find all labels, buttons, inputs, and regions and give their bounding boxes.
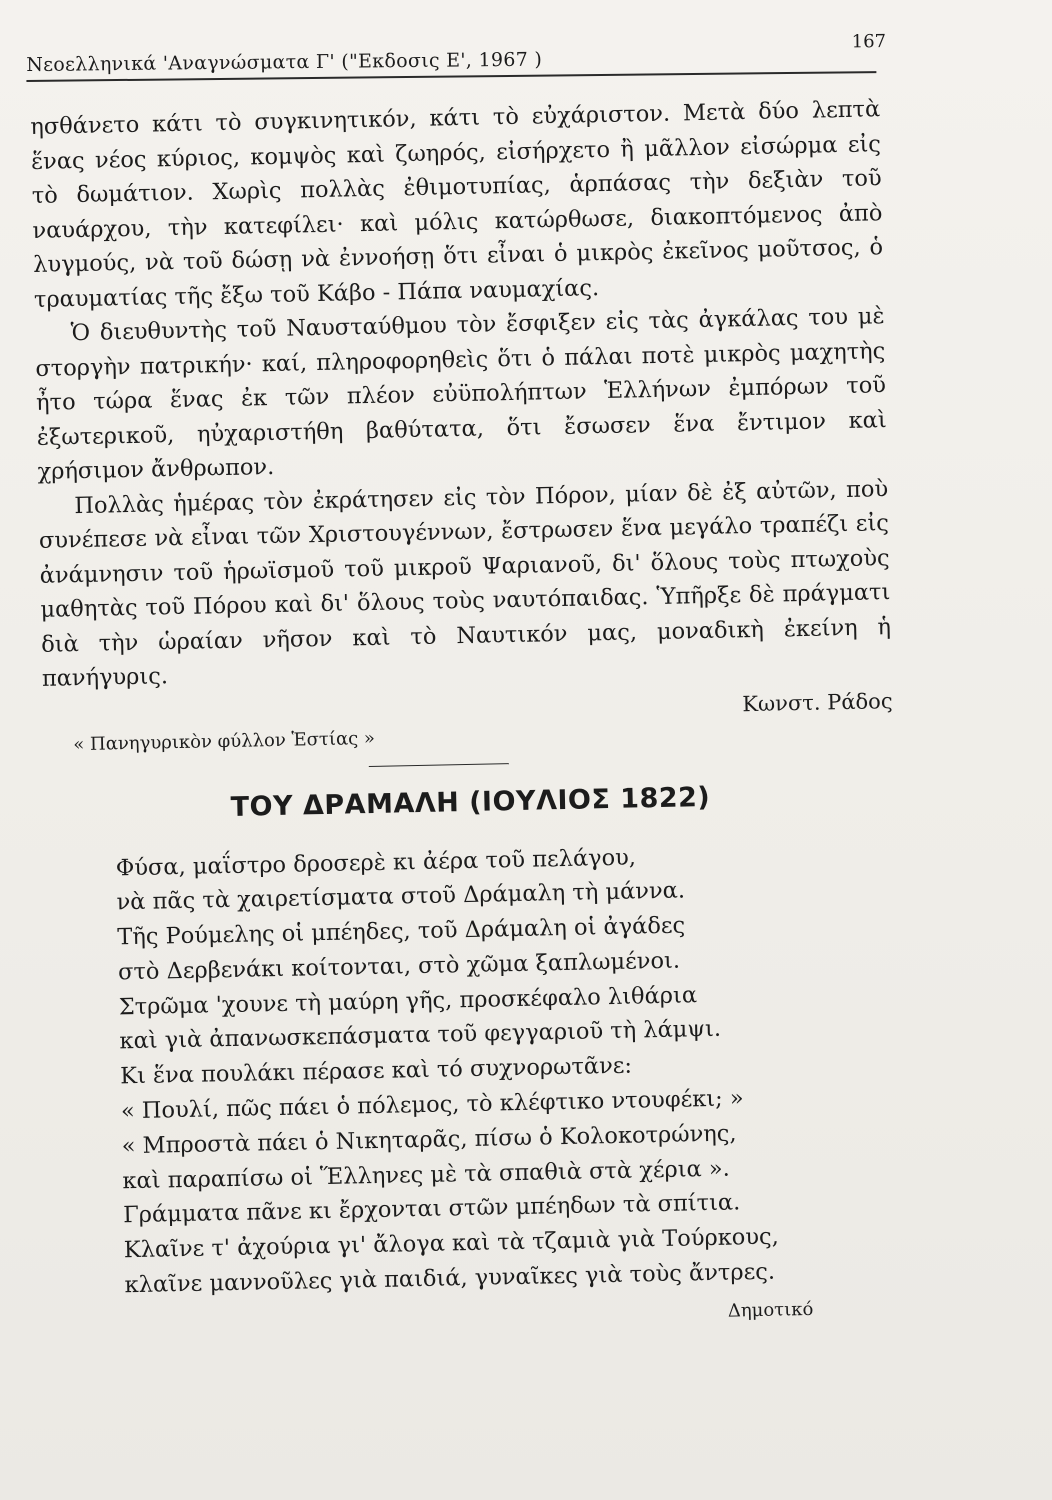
page-number: 167 [851, 30, 887, 53]
poem-line: Κι ἕνα πουλάκι πέρασε καὶ τό συχνορωτᾶνε: [119, 1052, 633, 1090]
page-header [26, 31, 886, 80]
poem-line: Τῆς Ρούμελης οἱ μπέηδες, τοῦ Δράμαλη οἱ ἀγάδες [117, 912, 686, 951]
prose-section [30, 92, 892, 696]
poem-line: « Πουλί, πῶς πάει ὁ πόλεμος, τὸ κλέφτικο ντουφέκι; » [120, 1085, 744, 1125]
poem-source: Δημοτικό [727, 1298, 814, 1322]
poem-line: νὰ πᾶς τὰ χαιρετίσματα στοῦ Δράμαλη τὴ μάννα. [116, 877, 686, 916]
section-divider [369, 763, 509, 767]
poem-line: Στρῶμα 'χουνε τὴ μαύρη γῆς, προσκέφαλο λιθάρια [118, 981, 698, 1021]
prose-paragraph: ησθάνετο κάτι τὸ συγκινητικόν, κάτι τὸ εὐχάριστον. Μετὰ δύο λεπτὰ ἕνας νέος κύριος, κομψὸς καὶ ζωηρός, εἰσήρχετο ἢ μᾶλλον εἰσώρμα εἰς τὸ δωμάτιον. Χωρὶς πολλὰς ἐθιμοτυπίας, ἁρπάσας τὴν δεξιὰν τοῦ ναυάρχου, τὴν κατεφίλει· καὶ μόλις κατώρθωσε, διακοπτόμενος ἀπὸ λυγμούς, νὰ τοῦ δώσῃ νὰ ἐννοήσῃ ὅτι εἶναι ὁ μικρὸς ἐκεῖνος μοῦτσος, ὁ τραυματίας τῆς ἔξω τοῦ Κάβο - Πάπα ναυμαχίας. [30, 96, 884, 313]
poem-line: καὶ γιὰ ἀπανωσκεπάσματα τοῦ φεγγαριοῦ τὴ λάμψι. [119, 1016, 722, 1055]
poem-line: « Μπροστὰ πάει ὁ Νικηταρᾶς, πίσω ὁ Κολοκοτρώνης, [121, 1120, 737, 1160]
prose-source: « Πανηγυρικὸν φύλλον Ἑστίας » [73, 727, 376, 755]
poem-line: Γράμματα πᾶνε κι ἔρχονται στῶν μπέηδων τὰ σπίτια. [122, 1189, 741, 1229]
poem-line: κλαῖνε μαννοῦλες γιὰ παιδιά, γυναῖκες γιὰ τοὺς ἄντρες. [124, 1258, 776, 1299]
poem-title: ΤΟΥ ΔΡΑΜΑΛΗ (ΙΟΥΛΙΟΣ 1822) [230, 781, 711, 823]
page-body [30, 92, 905, 1335]
prose-paragraph: Πολλὰς ἡμέρας τὸν ἐκράτησεν εἰς τὸν Πόρον, μίαν δὲ ἐξ αὐτῶν, ποὺ συνέπεσε νὰ εἶναι τῶν Χριστουγέννων, ἔστρωσεν ἕνα μεγάλο τραπέζι εἰς ἀνάμνησιν τοῦ ἡρωϊσμοῦ τοῦ μικροῦ Ψαριανοῦ, δι' ὅλους τοὺς πτωχοὺς μαθητὰς τοῦ Πόρου καὶ δι' ὅλους τοὺς ναυτόπαιδας. Ὑπῆρξε δὲ πράγματι διὰ τὴν ὡραίαν νῆσον καὶ τὸ Ναυτικόν μας, μοναδικὴ ἐκείνη ἡ πανήγυρις. [38, 475, 892, 692]
prose-paragraph: Ὁ διευθυντὴς τοῦ Ναυσταύθμου τὸν ἔσφιξεν εἰς τὰς ἀγκάλας του μὲ στοργὴν πατρικήν· καί, πληροφορηθεὶς ὅτι ὁ πάλαι ποτὲ μικρὸς μαχητὴς ἦτο τώρα ἕνας ἐκ τῶν πλέον εὐϋπολήπτων Ἑλλήνων ἐμπόρων τοῦ ἐξωτερικοῦ, ηὐχαριστήθη βαθύτατα, ὅτι ἔσωσεν ἕνα ἔντιμον καὶ χρήσιμον ἄνθρωπον. [35, 303, 887, 485]
poem-line: Κλαῖνε τ' ἀχούρια γι' ἄλογα καὶ τὰ τζαμιὰ γιὰ Τούρκους, [123, 1223, 780, 1264]
poem-line: καὶ παραπίσω οἱ Ἕλληνες μὲ τὰ σπαθιὰ στὰ χέρια ». [122, 1155, 731, 1194]
prose-attribution [42, 687, 893, 761]
poem-line: στὸ Δερβενάκι κοίτονται, στὸ χῶμα ξαπλωμένοι. [117, 947, 681, 986]
poem-body [116, 835, 905, 1304]
prose-author: Κωνστ. Ράδος [742, 688, 893, 716]
running-head: Νεοελληνικά 'Αναγνώσματα Γ' ("Εκδοσις Ε', 1967 ) [26, 48, 543, 76]
poem-line: Φύσα, μαΐστρο δροσερὲ κι ἀέρα τοῦ πελάγου, [115, 843, 637, 881]
